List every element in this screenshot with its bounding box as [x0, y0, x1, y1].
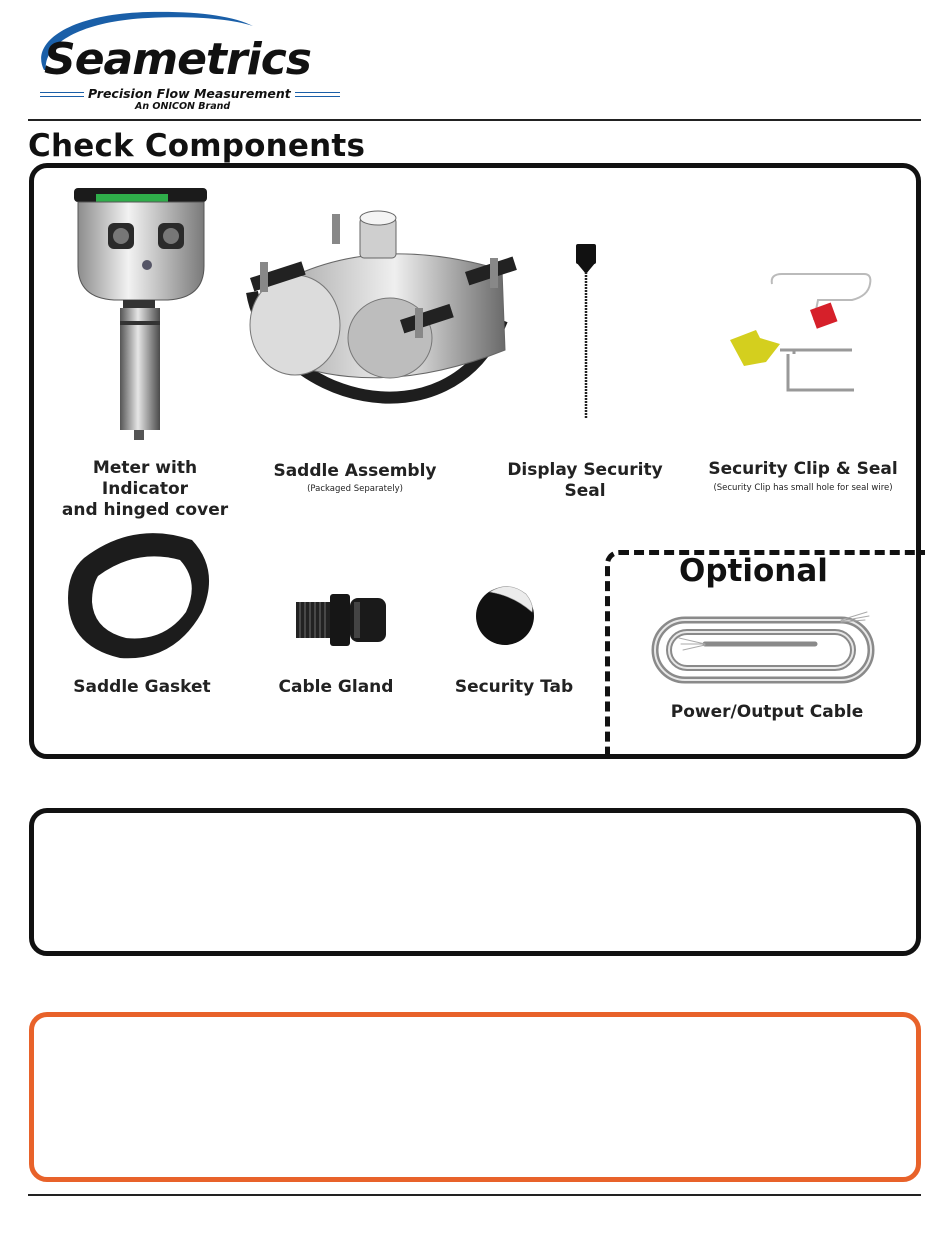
- warning-box: [29, 1012, 921, 1182]
- logo-subtag: An ONICON Brand: [132, 101, 233, 112]
- security-tab-icon: [474, 584, 538, 648]
- header-divider: [28, 119, 921, 121]
- logo-tagline: Precision Flow Measurement: [84, 86, 295, 101]
- cable-gland-icon: [294, 590, 390, 650]
- notes-box: [29, 808, 921, 956]
- component-label-saddle-gasket: Saddle Gasket: [73, 677, 211, 697]
- page-title: Check Components: [28, 128, 366, 164]
- saddle-gasket-icon: [64, 530, 214, 664]
- component-label-security-tab: Security Tab: [454, 677, 574, 697]
- component-label-meter: [48, 458, 242, 521]
- component-label-display-seal: Display Security Seal: [507, 460, 663, 501]
- saddle-assembly-icon: [240, 200, 525, 440]
- footer-divider: [28, 1194, 921, 1196]
- saddle-assembly-note: (Packaged Separately): [307, 484, 403, 494]
- cable-icon: [645, 612, 881, 688]
- brand-logo: [28, 8, 348, 118]
- component-label-power-cable: Power/Output Cable: [670, 702, 864, 722]
- meter-label-line2: and hinged cover: [61, 500, 229, 520]
- component-label-security-clip: Security Clip & Seal: [708, 459, 898, 479]
- security-seal-icon: [570, 242, 604, 422]
- logo-brand-text: Seametrics: [44, 34, 311, 85]
- component-label-cable-gland: Cable Gland: [278, 677, 394, 697]
- meter-icon: [68, 186, 213, 444]
- security-clip-icon: [726, 270, 876, 402]
- security-clip-note: (Security Clip has small hole for seal wire): [713, 483, 893, 493]
- optional-title: Optional: [679, 553, 828, 589]
- component-label-saddle-assembly: Saddle Assembly: [273, 461, 437, 481]
- meter-label-line1: Meter with Indicator: [92, 458, 198, 499]
